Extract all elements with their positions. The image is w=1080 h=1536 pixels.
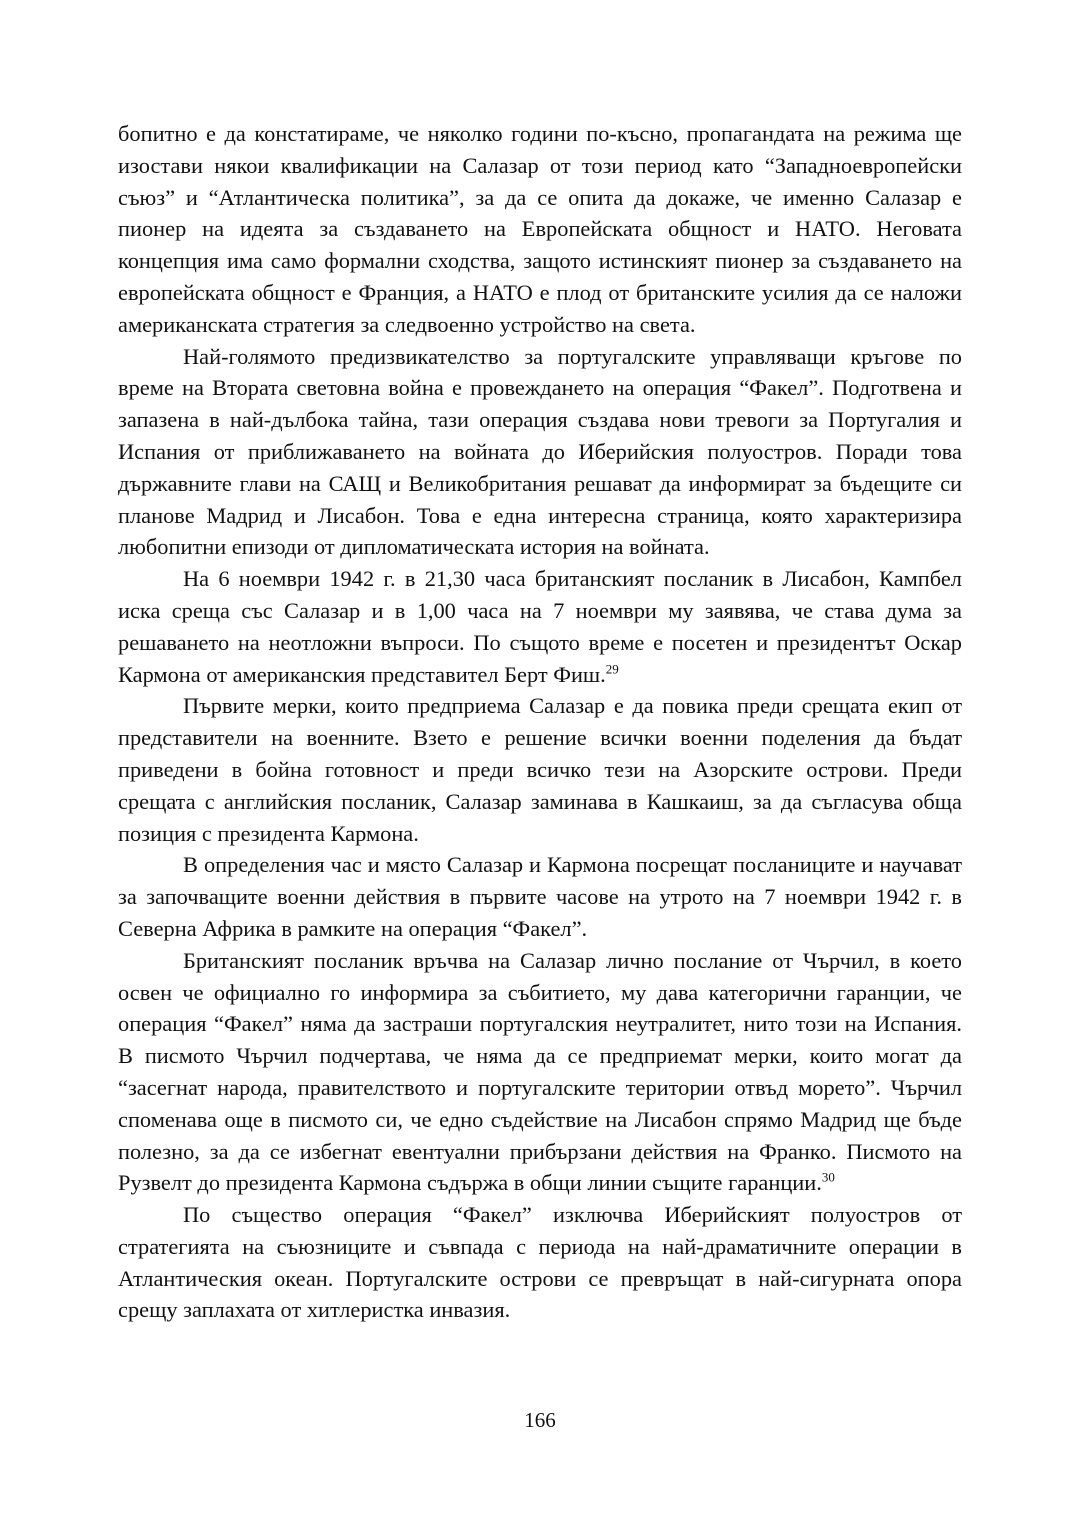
paragraph-first-measures: Първите мерки, които предприема Салазар е да повика преди срещата екип от представители на военните. Взето е решение всички военни поделения да бъдат приведени в бойна готовност и преди всичко тези на Азорските острови. Преди срещата с английския посланик, Салазар заминава в Кашкаиш, за да съгласува обща позиция с президента Кармона. xyxy=(118,693,962,846)
page-number: 166 xyxy=(524,1408,556,1432)
paragraph-operation-torch-challenge: Най-голямото предизвикателство за португалските управляващи кръгове по време на Втората световна война е провеждането на операция “Факел”. Подготвена и запазена в най-дълбока тайна, тази операция създава нови тревоги за Португалия и Испания от приближаването на войната до Иберийския полуостров. Поради това държавните глави на САЩ и Великобритания решават да информират за бъдещите си планове Мадрид и Лисабон. Това е една интересна страница, която характеризира любопитни епизоди от дипломатическата история на войната. xyxy=(118,343,962,560)
paragraph-meeting-envoys: В определения час и място Салазар и Кармона посрещат посланиците и научават за започващите военни действия в първите часове на утрото на 7 ноември 1942 г. в Северна Африка в рамките на операция “Факел”. xyxy=(118,852,962,941)
paragraph-text: На 6 ноември 1942 г. в 21,30 часа британският посланик в Лисабон, Кампбел иска среща със Салазар и в 1,00 часа на 7 ноември му заявява, че става дума за решаването на неотложни въпроси. По същото време е посетен и президентът Оскар Кармона от американския представител Берт Фиш. xyxy=(118,566,962,687)
paragraph-continuation: бопитно е да констатираме, че няколко години по-късно, пропагандата на режима ще изостави някои квалификации на Салазар от този период като “Западноевропейски съюз” и “Атлантическа политика”, за да се опита да докаже, че именно Салазар е пионер на идеята за създаването на Европейската общност и НАТО. Неговата концепция има само формални сходства, защото истинският пионер за създаването на европейската общност е Франция, а НАТО е плод от британските усилия да се наложи американската стратегия за следвоенно устройство на света. xyxy=(118,121,962,337)
paragraph-churchill-message xyxy=(118,945,962,1199)
paragraph-conclusion: По същество операция “Факел” изключва Иберийският полуостров от стратегията на съюзниците и съвпада с периода на най-драматичните операции в Атлантическия океан. Португалските острови се превръщат в най-сигурната опора срещу заплахата от хитлеристка инвазия. xyxy=(118,1202,962,1323)
page-body xyxy=(118,118,962,1326)
footnote-ref-30: 30 xyxy=(821,1169,835,1185)
paragraph-november-6-meeting xyxy=(118,563,962,690)
footnote-ref-29: 29 xyxy=(605,661,619,677)
paragraph-text: Британският посланик връчва на Салазар лично послание от Чърчил, в което освен че официално го информира за събитието, му дава категорични гаранции, че операция “Факел” няма да застраши португалския неутралитет, нито този на Испания. В писмото Чърчил подчертава, че няма да се предприемат мерки, които могат да “засегнат народа, правителството и португалските територии отвъд морето”. Чърчил споменава още в писмото си, че едно съдействие на Лисабон спрямо Мадрид ще бъде полезно, за да се избегнат евентуални прибързани действия на Франко. Писмото на Рузвелт до президента Кармона съдържа в общи линии същите гаранции. xyxy=(118,947,962,1196)
